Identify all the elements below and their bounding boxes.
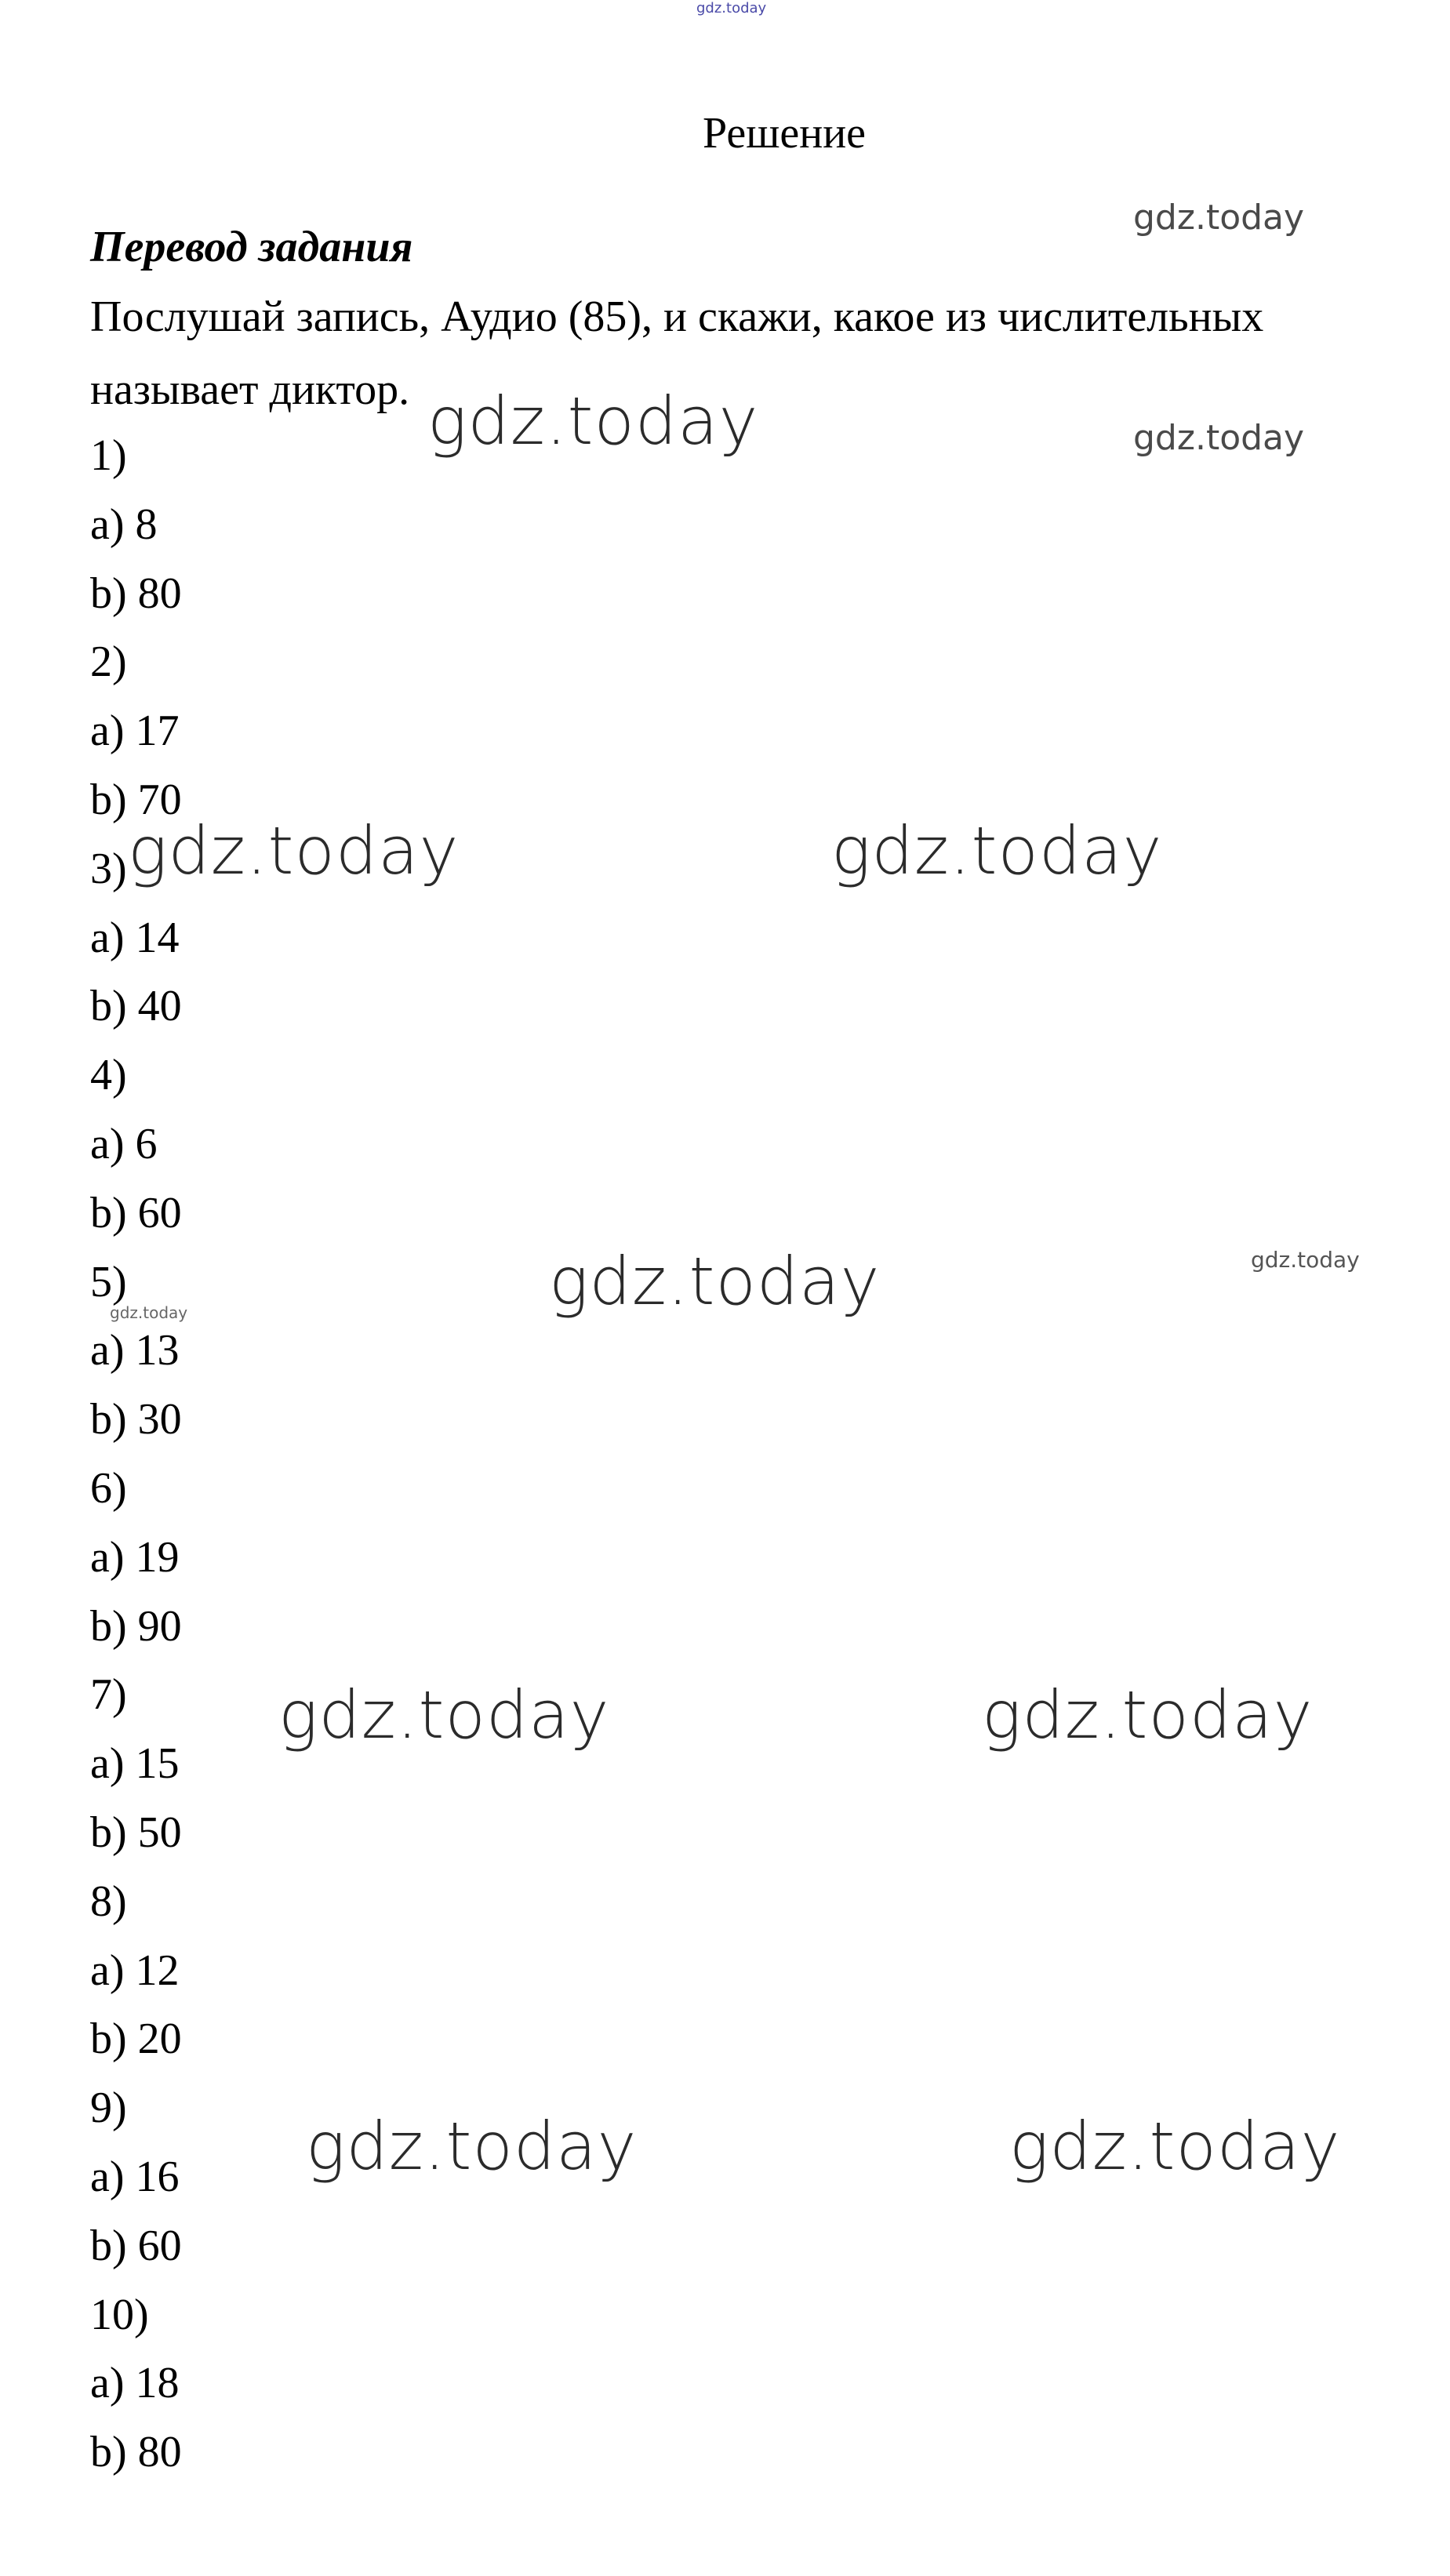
item-number: 5) bbox=[90, 1257, 127, 1306]
watermark: gdz.today bbox=[549, 1243, 881, 1320]
option-b: b) 40 bbox=[90, 982, 182, 1031]
option-a: a) 16 bbox=[90, 2152, 180, 2201]
option-b: b) 30 bbox=[90, 1395, 182, 1444]
item-number: 9) bbox=[90, 2084, 127, 2133]
watermark: gdz.today bbox=[1009, 2108, 1341, 2185]
watermark: gdz.today bbox=[831, 812, 1163, 889]
answer-list bbox=[90, 422, 182, 2487]
watermark: gdz.today bbox=[1133, 418, 1305, 458]
page-title: Решение bbox=[702, 109, 867, 158]
watermark: gdz.today bbox=[110, 1303, 188, 1322]
option-a: a) 12 bbox=[90, 1946, 180, 1995]
watermark: gdz.today bbox=[1251, 1247, 1360, 1273]
task-instruction: Послушай запись, Аудио (85), и скажи, какое из числительных называет диктор. bbox=[90, 292, 1264, 414]
watermark: gdz.today bbox=[306, 2108, 638, 2185]
option-a: a) 6 bbox=[90, 1119, 158, 1168]
watermark: gdz.today bbox=[278, 1677, 610, 1753]
option-a: a) 13 bbox=[90, 1326, 180, 1375]
option-a: a) 19 bbox=[90, 1532, 180, 1582]
item-number: 1) bbox=[90, 431, 127, 480]
item-number: 8) bbox=[90, 1877, 127, 1926]
item-number: 3) bbox=[90, 844, 127, 893]
item-number: 7) bbox=[90, 1670, 127, 1720]
option-a: a) 18 bbox=[90, 2359, 180, 2408]
option-a: a) 14 bbox=[90, 913, 180, 962]
option-b: b) 20 bbox=[90, 2015, 182, 2064]
watermark: gdz.today bbox=[696, 0, 767, 16]
item-number: 6) bbox=[90, 1463, 127, 1513]
option-b: b) 80 bbox=[90, 569, 182, 618]
watermark: gdz.today bbox=[427, 383, 759, 460]
option-b: b) 80 bbox=[90, 2428, 182, 2477]
item-number: 2) bbox=[90, 638, 127, 687]
option-a: a) 8 bbox=[90, 500, 158, 549]
option-b: b) 50 bbox=[90, 1808, 182, 1857]
option-b: b) 70 bbox=[90, 775, 182, 824]
option-a: a) 17 bbox=[90, 707, 180, 756]
item-number: 4) bbox=[90, 1051, 127, 1100]
watermark: gdz.today bbox=[982, 1677, 1314, 1753]
item-number: 10) bbox=[90, 2290, 149, 2339]
section-heading: Перевод задания bbox=[90, 223, 413, 271]
option-b: b) 60 bbox=[90, 2221, 182, 2270]
watermark: gdz.today bbox=[1133, 198, 1305, 238]
option-b: b) 90 bbox=[90, 1601, 182, 1651]
option-b: b) 60 bbox=[90, 1188, 182, 1237]
watermark: gdz.today bbox=[128, 812, 460, 889]
option-a: a) 15 bbox=[90, 1739, 180, 1789]
